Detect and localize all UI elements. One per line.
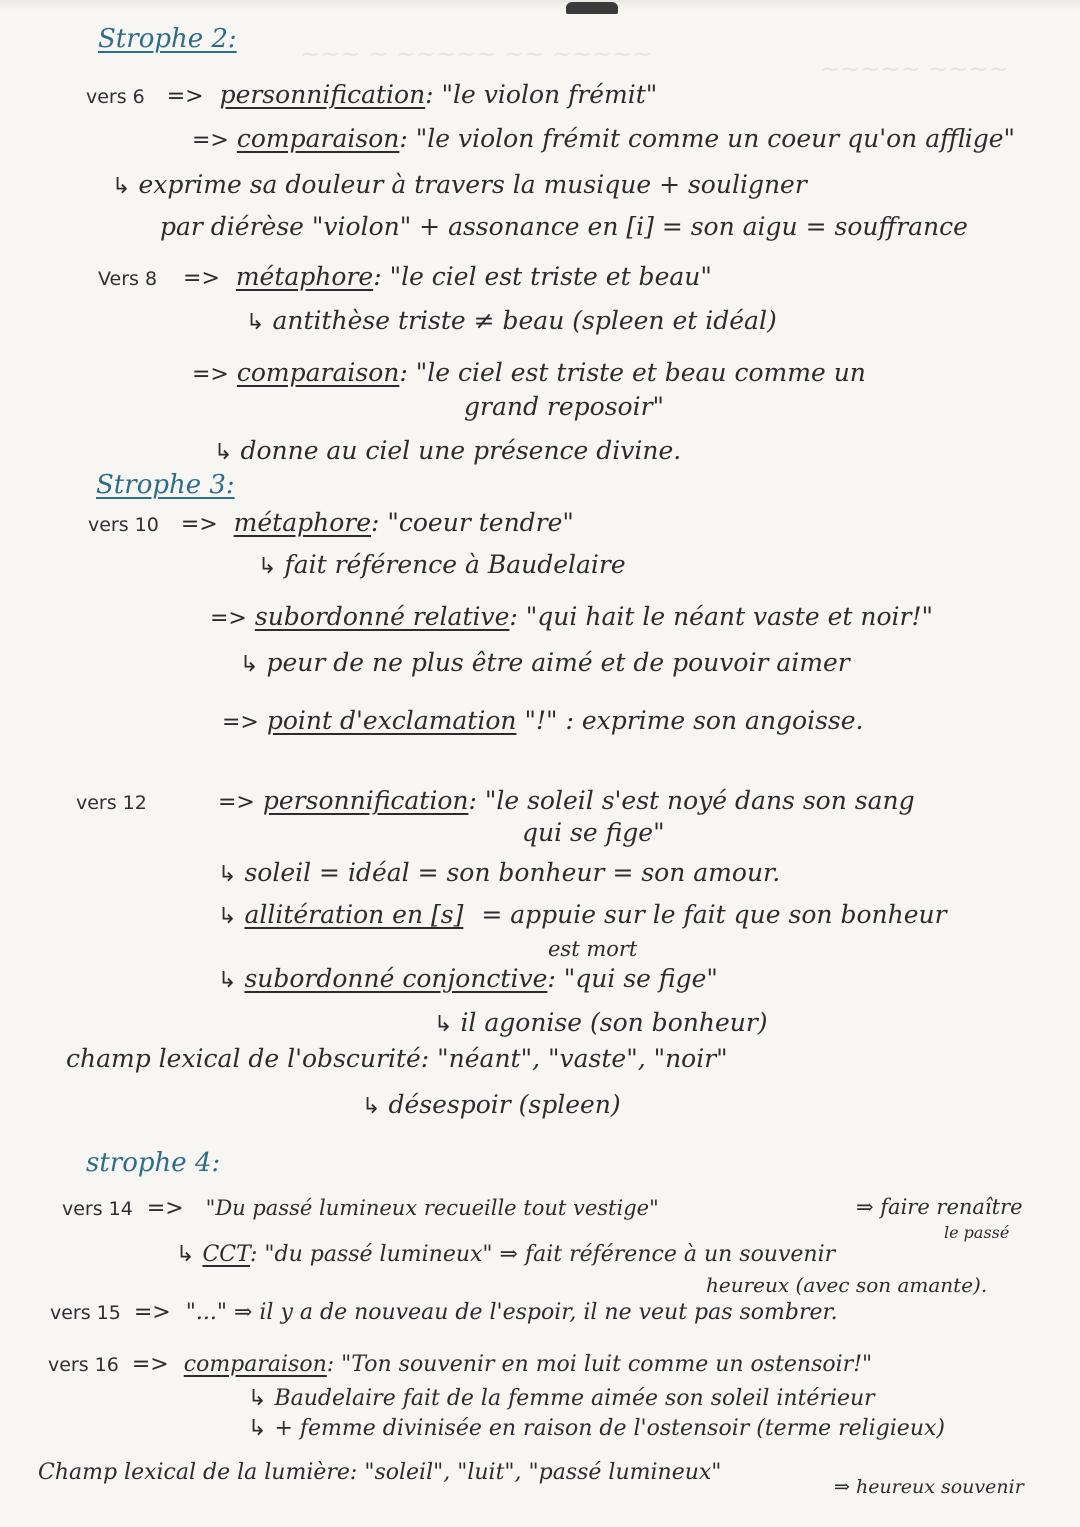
sub-arrow-icon: ↳ — [218, 968, 237, 993]
vers-6-line-4 — [160, 212, 968, 242]
note-text: exprime sa douleur à travers la musique + souligner — [138, 170, 807, 199]
strophe-2-heading: Strophe 2: — [98, 24, 237, 54]
note-text: ⇒ heureux souvenir — [834, 1476, 1024, 1498]
vers-10-label: vers 10 — [88, 514, 159, 536]
quote-text: : "le violon frémit comme un coeur qu'on afflige" — [399, 124, 1016, 153]
sub-arrow-icon: ↳ — [218, 862, 237, 887]
quote-text: : "le ciel est triste et beau" — [373, 262, 712, 291]
figure-term: comparaison — [236, 124, 400, 153]
figure-term: CCT — [202, 1242, 250, 1267]
vers-10-line-4 — [240, 648, 850, 680]
arrow-icon: => — [131, 1352, 169, 1377]
note-text: fait référence à Baudelaire — [284, 550, 626, 579]
quote-text: : "le violon frémit" — [425, 80, 658, 109]
sub-arrow-icon: ↳ — [112, 174, 131, 199]
quote-text: : "qui se fige" — [547, 964, 718, 993]
vers-8-line-2 — [246, 306, 777, 338]
vers-8-label: Vers 8 — [98, 268, 158, 290]
figure-term: personnification — [219, 80, 426, 109]
note-text: champ lexical de l'obscurité: "néant", "vaste", "noir" — [66, 1044, 728, 1073]
arrow-icon: => — [183, 266, 220, 291]
vers-16-line-2 — [248, 1384, 875, 1414]
vers-12-line-7 — [434, 1008, 768, 1040]
vers-6-line-1 — [86, 80, 657, 112]
note-text: donne au ciel une présence divine. — [240, 436, 682, 465]
quote-text: : "du passé lumineux" ⇒ fait référence à un souvenir — [250, 1242, 836, 1267]
quote-text: : "le soleil s'est noyé dans son sang — [468, 786, 915, 815]
vers-12-label: vers 12 — [76, 792, 147, 814]
vers-12-line-4 — [218, 900, 947, 932]
quote-text: : "coeur tendre" — [371, 508, 574, 537]
bleed-through: ~~~ ~ ~~~~~ ~~ ~~~~~ — [300, 40, 653, 68]
arrow-icon: => — [210, 606, 247, 631]
note-text: "..." ⇒ il y a de nouveau de l'espoir, il ne veut pas sombrer. — [185, 1300, 838, 1325]
quote-text: qui se fige" — [522, 818, 665, 847]
quote-text: : "qui hait le néant vaste et noir!" — [509, 602, 934, 631]
note-text: antithèse triste ≠ beau (spleen et idéal) — [272, 306, 777, 335]
note-text: le passé — [944, 1223, 1010, 1242]
note-text: Champ lexical de la lumière: "soleil", "luit", "passé lumineux" — [38, 1460, 722, 1485]
figure-term: subordonné conjonctive — [244, 964, 548, 993]
vers-6-line-2 — [192, 124, 1015, 156]
sub-arrow-icon: ↳ — [258, 554, 277, 579]
sub-arrow-icon: ↳ — [176, 1242, 195, 1267]
note-text: est mort — [548, 937, 638, 961]
arrow-icon: => — [146, 1196, 184, 1221]
note-text: = appuie sur le fait que son bonheur — [481, 900, 947, 929]
sub-arrow-icon: ↳ — [240, 652, 259, 677]
strophe-3-champ-lexical — [66, 1044, 728, 1074]
vers-12-line-1b — [218, 786, 915, 818]
vers-10-line-3 — [210, 602, 933, 634]
sub-arrow-icon: ↳ — [248, 1386, 267, 1411]
page-top-edge — [0, 0, 1080, 10]
vers-6-label: vers 6 — [86, 86, 145, 108]
sub-arrow-icon: ↳ — [362, 1094, 381, 1119]
bleed-through: ~~~~~ ~~~~ — [820, 55, 1009, 83]
sub-arrow-icon: ↳ — [214, 440, 233, 465]
figure-term: métaphore — [235, 262, 374, 291]
note-text: soleil = idéal = son bonheur = son amour. — [244, 858, 781, 887]
vers-8-line-4 — [464, 392, 664, 422]
note-text: ⇒ faire renaître — [856, 1195, 1023, 1219]
note-text: Baudelaire fait de la femme aimée son soleil intérieur — [274, 1386, 875, 1411]
note-text: désespoir (spleen) — [388, 1090, 621, 1119]
vers-14-line-1 — [62, 1192, 659, 1224]
strophe-4-champ-lexical — [38, 1458, 721, 1488]
arrow-icon: => — [133, 1300, 171, 1325]
arrow-icon: => — [166, 84, 204, 109]
vers-10-line-5 — [222, 706, 864, 738]
vers-16-line-1 — [48, 1350, 872, 1380]
note-text: peur de ne plus être aimé et de pouvoir aimer — [266, 648, 850, 677]
vers-14-label: vers 14 — [62, 1198, 133, 1220]
vers-12-line-6 — [218, 964, 718, 996]
vers-8-line-5 — [214, 436, 681, 468]
arrow-icon: => — [192, 362, 229, 387]
figure-term: personnification — [262, 786, 469, 815]
quote-text: grand reposoir" — [464, 392, 665, 421]
quote-text: : "Ton souvenir en moi luit comme un ostensoir!" — [326, 1352, 873, 1377]
vers-12-line-3 — [218, 858, 780, 890]
vers-12-line-1 — [76, 786, 147, 818]
strophe-3-heading: Strophe 3: — [96, 470, 235, 500]
figure-term: comparaison — [183, 1352, 327, 1377]
strophe-4-heading: strophe 4: — [86, 1148, 221, 1178]
figure-term: comparaison — [236, 358, 400, 387]
vers-12-line-2 — [522, 818, 665, 848]
vers-14-line-3 — [706, 1270, 987, 1300]
vers-15-line-1 — [50, 1298, 838, 1328]
arrow-icon: => — [218, 790, 255, 815]
vers-14-line-2 — [176, 1240, 835, 1270]
vers-6-line-3 — [112, 170, 807, 202]
vers-8-line-1 — [98, 262, 712, 294]
vers-10-line-2 — [258, 550, 626, 582]
figure-term: allitération en [s] — [244, 900, 464, 929]
quote-text: : "le ciel est triste et beau comme un — [399, 358, 866, 387]
note-text: heureux (avec son amante). — [706, 1273, 988, 1297]
vers-15-label: vers 15 — [50, 1302, 121, 1324]
note-text: par diérèse "violon" + assonance en [i] = son aigu = souffrance — [160, 212, 968, 241]
vers-16-label: vers 16 — [48, 1354, 119, 1376]
note-text: il agonise (son bonheur) — [460, 1008, 768, 1037]
arrow-icon: => — [192, 128, 229, 153]
sub-arrow-icon: ↳ — [218, 904, 237, 929]
quote-text: "Du passé lumineux recueille tout vestige" — [205, 1196, 659, 1220]
sub-arrow-icon: ↳ — [248, 1416, 267, 1441]
vers-12-line-5 — [548, 934, 637, 964]
vers-14-line-1-end2 — [944, 1218, 1009, 1248]
arrow-icon: => — [222, 710, 259, 735]
note-text: "!" : exprime son angoisse. — [524, 706, 864, 735]
sub-arrow-icon: ↳ — [246, 310, 265, 335]
note-text: + femme divinisée en raison de l'ostensoir (terme religieux) — [274, 1416, 945, 1441]
strophe-4-champ-end — [834, 1472, 1024, 1502]
vers-16-line-3 — [248, 1414, 945, 1444]
binder-clip — [566, 2, 618, 14]
figure-term: subordonné relative — [254, 602, 510, 631]
arrow-icon: => — [180, 512, 218, 537]
figure-term: point d'exclamation — [266, 706, 517, 735]
vers-10-line-1 — [88, 508, 574, 540]
vers-8-line-3 — [192, 358, 866, 390]
sub-arrow-icon: ↳ — [434, 1012, 453, 1037]
strophe-3-champ-sub — [362, 1090, 621, 1122]
figure-term: métaphore — [233, 508, 372, 537]
